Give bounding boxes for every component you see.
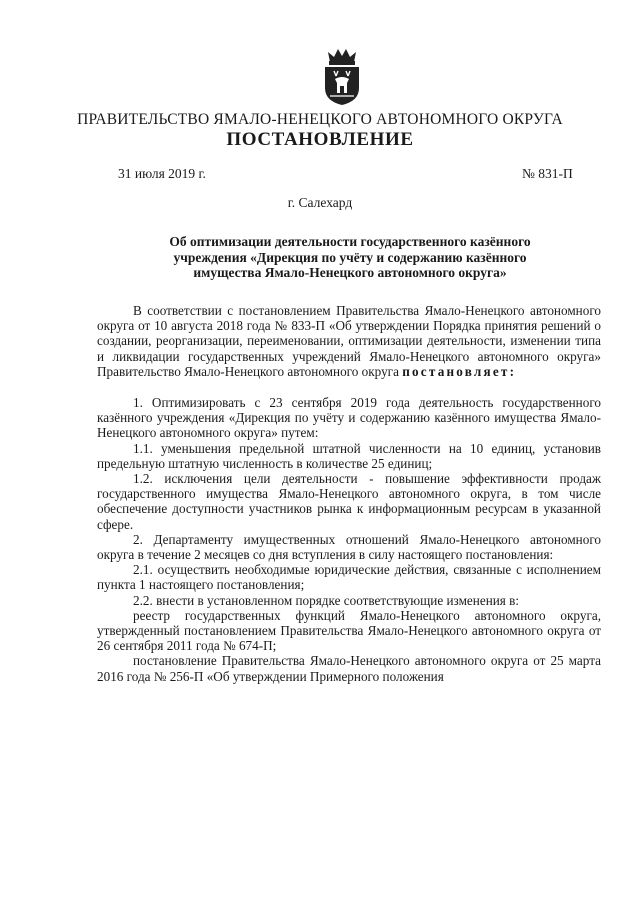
paragraph-2-2: 2.2. внести в установленном порядке соответствующие изменения в: xyxy=(133,592,520,608)
paragraph-2-1: 2.1. осуществить необходимые юридические действия, связанные с исполнением пункта 1 настоящего постановления; xyxy=(97,562,601,593)
document-type: ПОСТАНОВЛЕНИЕ xyxy=(226,129,414,150)
paragraph-1-2: 1.2. исключения цели деятельности - повышение эффективности продаж государственного имущества Ямало-Ненецкого автономного округа, в том числе обеспечение доступности участников рынка к информационным ресурсам в указанной сфере. xyxy=(97,471,601,532)
paragraph-2-2-b: постановление Правительства Ямало-Ненецкого автономного округа от 25 марта 2016 года № 256-П «Об утверждении Примерного положения xyxy=(97,653,601,684)
paragraph-2-2-a: реестр государственных функций Ямало-Ненецкого автономного округа, утвержденный постановлением Правительства Ямало-Ненецкого автономного округа от 26 сентября 2011 года № 674-П; xyxy=(97,607,601,654)
intro-text: В соответствии с постановлением Правительства Ямало-Ненецкого автономного округа от 10 августа 2018 года № 833-П «Об утверждении Порядка принятия решений о создании, реорганизации, переименовании, оптимизации деятельности, изменении типа и ликвидации государственных учреждений Ямало-Ненецкого автономного округа» Правительство Ямало-Ненецкого автономного округа xyxy=(97,303,601,379)
paragraph-intro xyxy=(97,303,601,379)
document-body xyxy=(97,303,601,684)
document-title: Об оптимизации деятельности государственного казённого учреждения «Дирекция по учёту и содержанию казённого имущества Ямало-Ненецкого автономного округа» xyxy=(169,234,531,280)
document-place: г. Салехард xyxy=(287,195,353,210)
coat-of-arms-icon xyxy=(322,46,362,106)
document-number: № 831-П xyxy=(522,166,573,181)
paragraph-1: 1. Оптимизировать с 23 сентября 2019 года деятельность государственного казённого учреждения «Дирекция по учёту и содержанию казённого имущества Ямало-Ненецкого автономного округа» путем: xyxy=(97,395,601,441)
intro-verb: постановляет: xyxy=(402,363,517,379)
paragraph-1-1: 1.1. уменьшения предельной штатной численности на 10 единиц, установив предельную штатную численность в количестве 25 единиц; xyxy=(97,440,601,471)
paragraph-2: 2. Департаменту имущественных отношений Ямало-Ненецкого автономного округа в течение 2 месяцев со дня вступления в силу настоящего постановления: xyxy=(97,531,601,563)
organization-name: ПРАВИТЕЛЬСТВО ЯМАЛО-НЕНЕЦКОГО АВТОНОМНОГО ОКРУГА xyxy=(77,111,563,128)
document-date: 31 июля 2019 г. xyxy=(118,166,206,181)
